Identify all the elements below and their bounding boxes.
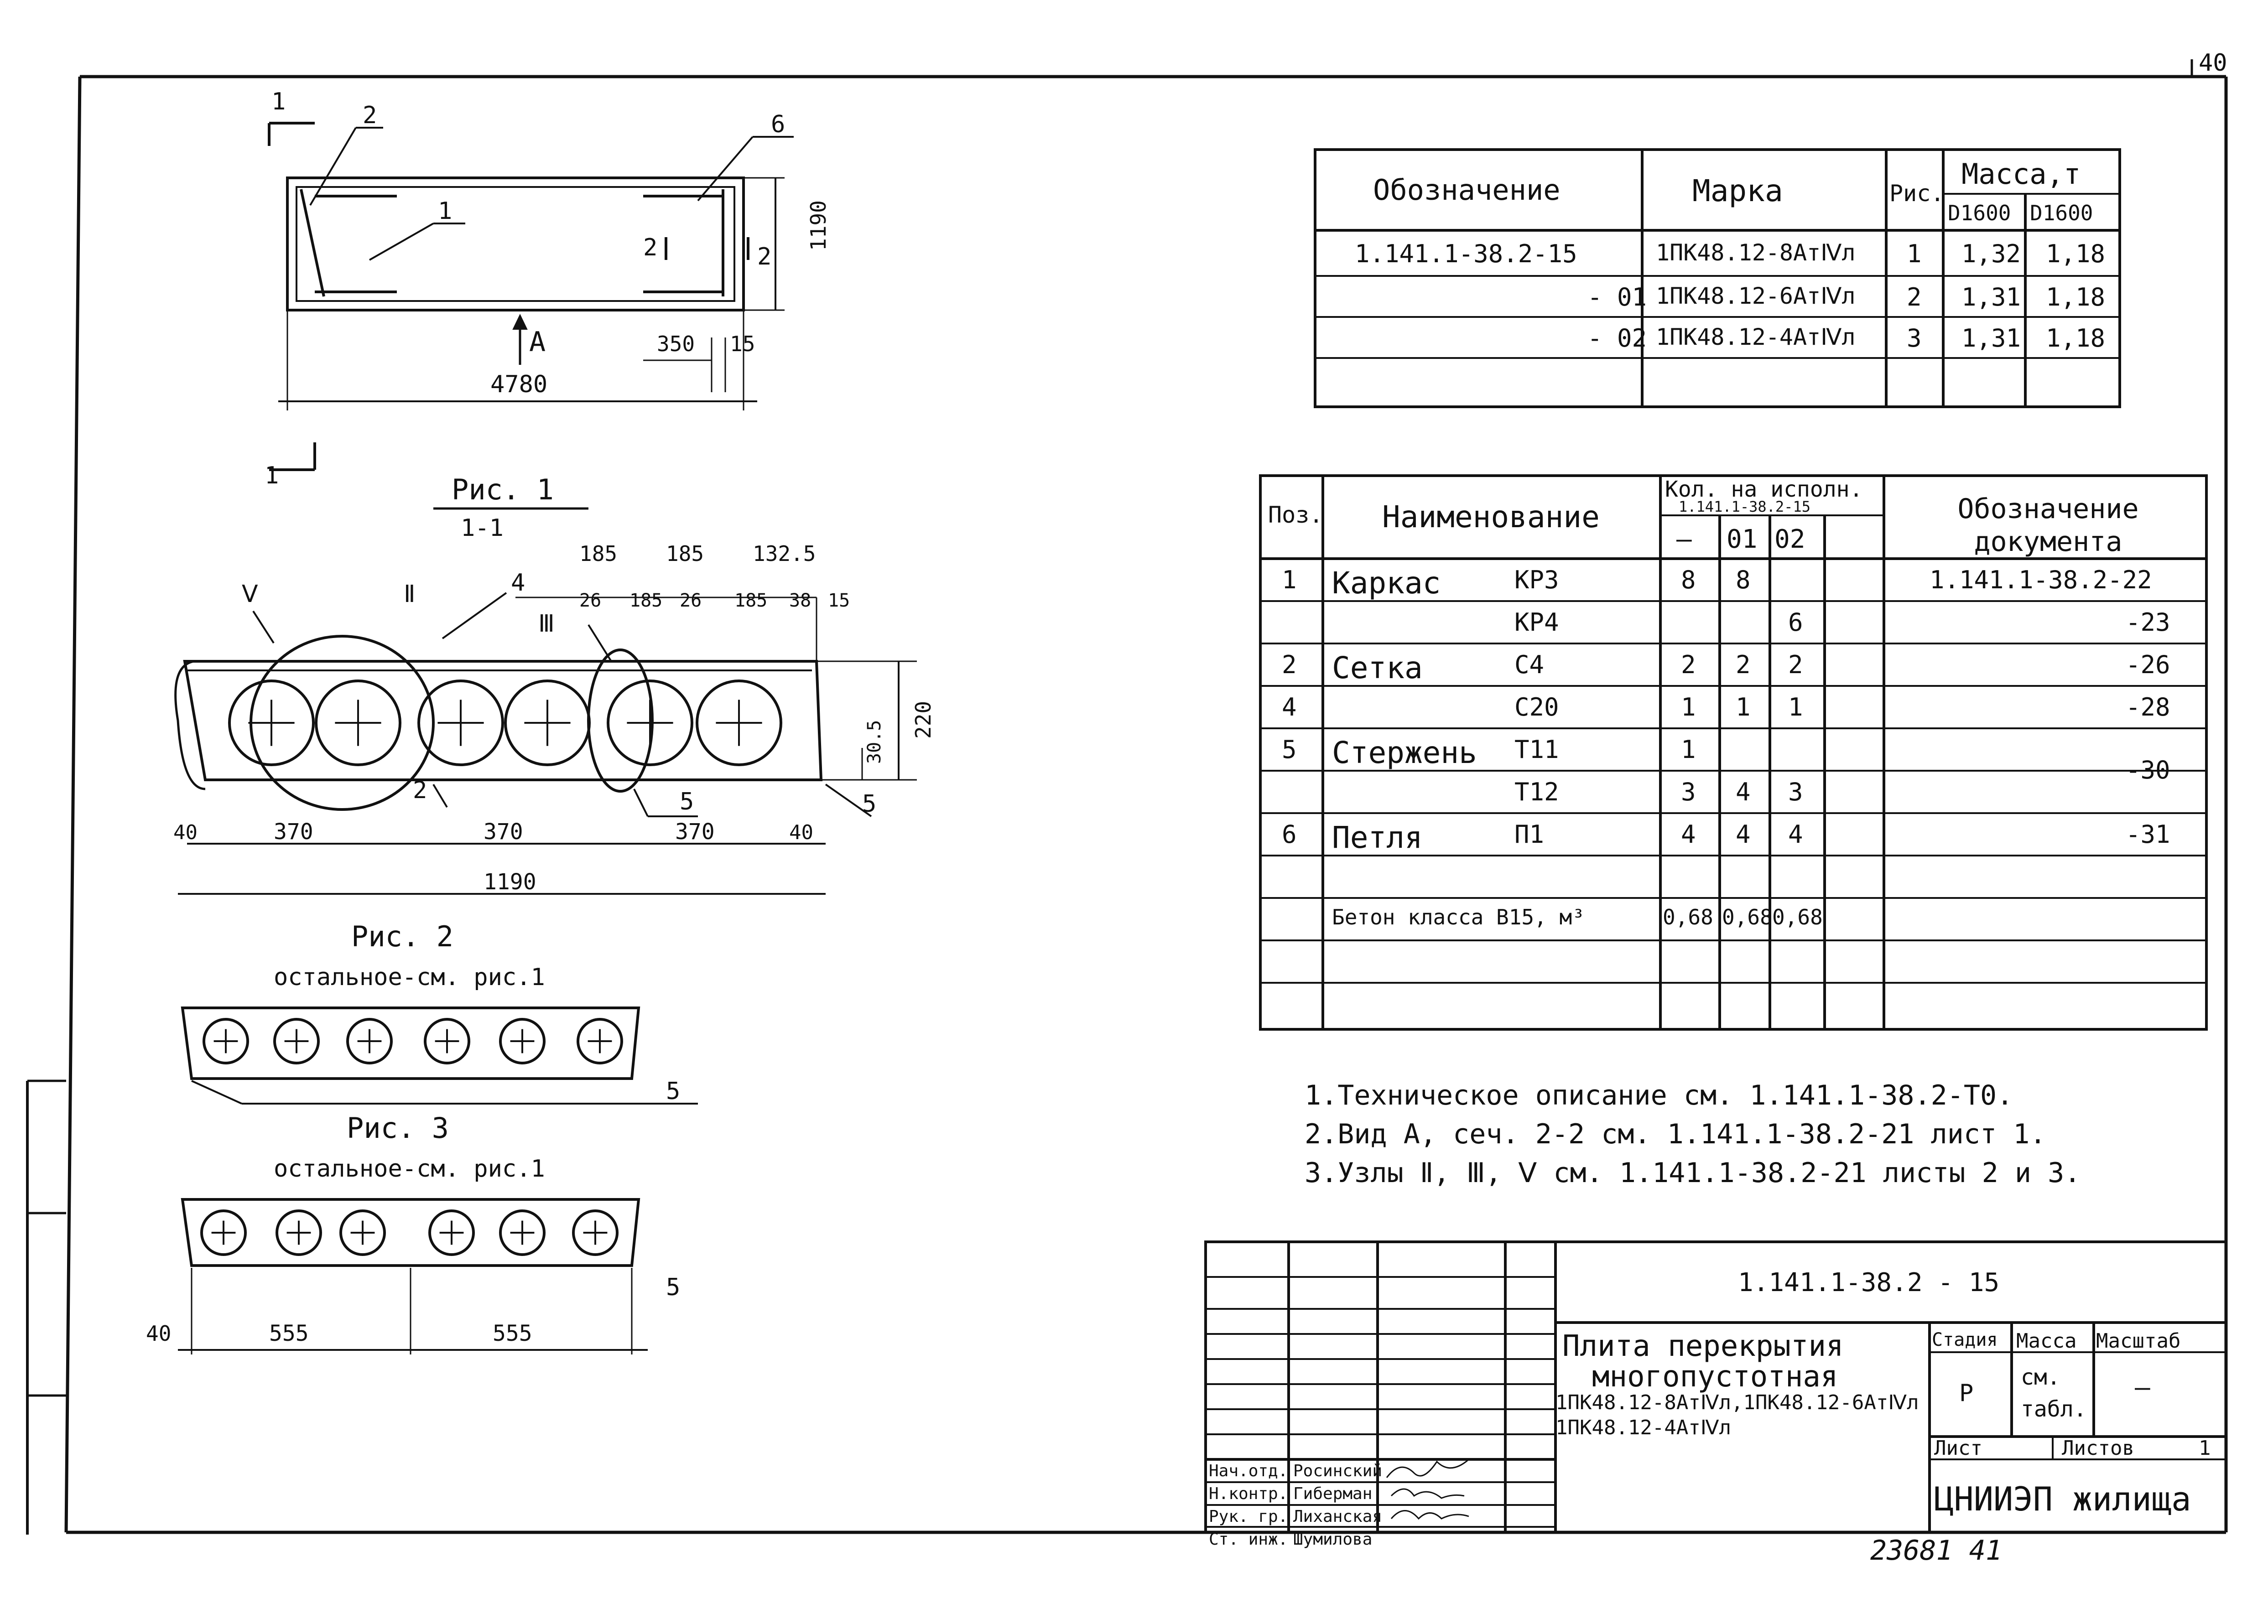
spec-row-qty-0: 8	[1681, 566, 1696, 594]
title-code: 1.141.1-38.2 - 15	[1738, 1268, 2000, 1297]
fig2-callout-5: 5	[666, 1078, 681, 1105]
spec-row-doc: -31	[2126, 820, 2170, 849]
plan-callout-2: 2	[363, 102, 377, 129]
mass-row-designation: - 02	[1587, 324, 1647, 353]
bottom-stamp: 23681 41	[1870, 1535, 2002, 1567]
spec-row-qty-0: 1	[1681, 693, 1696, 721]
fig1-top-dim-3: 132.5	[753, 541, 816, 566]
title-scale-header: Масштаб	[2096, 1329, 2181, 1353]
note-3: 3.Узлы Ⅱ, Ⅲ, Ⅴ см. 1.141.1-38.2-21 листы 2 и 3.	[1305, 1157, 2081, 1189]
fig1-callout-2: 2	[413, 777, 427, 804]
title-stage-header: Стадия	[1932, 1329, 1998, 1350]
mass-row-mass-1: 1,32	[1961, 239, 2021, 268]
mass-row-mark: 1ПК48.12-4АтⅣл	[1656, 324, 1856, 350]
spec-row-qty-0: 2	[1681, 650, 1696, 679]
plan-view-a: A	[529, 326, 546, 358]
fig1-bottom-dim-4: 370	[675, 819, 715, 845]
title-block	[1204, 1240, 2226, 1549]
fig1-mid-dim-5: 38	[789, 590, 811, 611]
title-stage: Р	[1959, 1380, 1974, 1407]
spec-row-qty-2: 3	[1788, 778, 1803, 806]
spec-row-qty-0: 3	[1681, 778, 1696, 806]
spec-table	[1259, 474, 2208, 1031]
spec-header-qty-sub: 1.141.1-38.2-15	[1679, 498, 1810, 515]
fig1-bottom-dim-2: 370	[274, 819, 313, 845]
title-line-1: Плита перекрытия	[1562, 1329, 1844, 1363]
plan-dim-350: 350	[657, 332, 695, 356]
spec-row-doc: -23	[2126, 608, 2170, 637]
title-marks-2: 1ПК48.12-4АтⅣл	[1555, 1416, 1731, 1439]
fig1-mid-dim-3: 26	[680, 590, 702, 611]
spec-row-mark: П1	[1514, 820, 1545, 849]
mass-header-d2: D1600	[2030, 201, 2093, 225]
spec-row-mark: С4	[1514, 650, 1545, 679]
mass-header-mark: Марка	[1692, 173, 1783, 208]
fig1-node-iii: Ⅲ	[538, 610, 555, 638]
fig3-dim-2: 555	[269, 1321, 309, 1346]
signature-role: Н.контр.	[1209, 1484, 1288, 1503]
title-mass-header: Масса	[2016, 1329, 2077, 1353]
fig1-callout-4: 4	[511, 569, 525, 597]
spec-header-doc: Обозначение документа	[1957, 493, 2139, 558]
mass-row-mass-1: 1,31	[1961, 283, 2021, 311]
spec-row-qty-1: 0,68	[1722, 905, 1773, 929]
mass-header-d1: D1600	[1948, 201, 2011, 225]
fig3-callout-5: 5	[666, 1274, 681, 1301]
fig1-section-label: 1-1	[461, 514, 504, 542]
fig1-section	[151, 470, 1017, 926]
fig2-title: Рис. 2	[351, 920, 453, 953]
spec-row-mark: КР3	[1514, 566, 1559, 594]
signature-role: Рук. гр.	[1209, 1507, 1288, 1526]
signature-role: Нач.отд.	[1209, 1462, 1288, 1480]
spec-header-col-01: 01	[1727, 524, 1758, 554]
fig2-note: остальное-см. рис.1	[274, 964, 545, 991]
mass-table	[1314, 148, 2121, 408]
spec-row-qty-2: 1	[1788, 693, 1803, 721]
spec-row-qty-1: 2	[1736, 650, 1751, 679]
fig1-node-ii: Ⅱ	[404, 581, 416, 608]
plan-section-2-left: 2	[643, 234, 658, 261]
spec-row-name: Петля	[1332, 820, 1423, 855]
spec-row-name: Бетон класса В15, м³	[1332, 905, 1585, 929]
fig1-callout-5a: 5	[680, 788, 694, 815]
mass-row-fig: 3	[1907, 324, 1922, 353]
spec-row-doc: 1.141.1-38.2-22	[1930, 566, 2152, 594]
spec-row-qty-0: 0,68	[1663, 905, 1713, 929]
spec-row-qty-1: 1	[1736, 693, 1751, 721]
spec-header-qty: Кол. на исполн.	[1665, 477, 1863, 502]
signature-name: Шумилова	[1293, 1530, 1373, 1549]
spec-header-col-dash: —	[1676, 524, 1692, 554]
spec-row-mark: Т11	[1514, 735, 1559, 764]
plan-cut-label-bottom: 1	[265, 462, 279, 483]
spec-row-name: Каркас	[1332, 566, 1441, 601]
title-sheet-label: Лист	[1934, 1437, 1982, 1460]
note-1: 1.Техническое описание см. 1.141.1-38.2-Т0.	[1305, 1079, 2013, 1111]
spec-header-col-02: 02	[1774, 524, 1805, 554]
spec-row-mark: Т12	[1514, 778, 1559, 806]
mass-row-fig: 2	[1907, 283, 1922, 311]
fig3-section	[137, 1104, 730, 1359]
fig1-total-width: 1190	[484, 869, 536, 895]
plan-dim-15: 15	[730, 332, 755, 356]
title-marks-1: 1ПК48.12-8АтⅣл,1ПК48.12-6АтⅣл	[1555, 1391, 1919, 1414]
fig3-dim-1: 40	[146, 1321, 172, 1346]
fig1-bottom-dim-3: 370	[484, 819, 523, 845]
fig1-cover-dim: 30.5	[864, 720, 885, 764]
spec-row-name: Стержень	[1332, 735, 1477, 770]
fig1-title: Рис. 1	[452, 473, 554, 506]
spec-row-qty-0: 1	[1681, 735, 1696, 764]
fig1-node-v: Ⅴ	[242, 581, 258, 608]
plan-dim-length: 4780	[490, 371, 548, 398]
mass-row-mass-2: 1,18	[2046, 324, 2106, 353]
signature-name: Лиханская	[1293, 1507, 1383, 1526]
mass-header-fig: Рис.	[1889, 180, 1945, 207]
spec-row-qty-2: 4	[1788, 820, 1803, 849]
spec-row-qty-2: 6	[1788, 608, 1803, 637]
spec-row-qty-1: 8	[1736, 566, 1751, 594]
mass-row-mass-2: 1,18	[2046, 283, 2106, 311]
title-scale-value: —	[2135, 1373, 2150, 1402]
plan-dim-width: 1190	[806, 200, 831, 251]
title-sheets-label: Листов	[2062, 1437, 2134, 1460]
mass-header-designation: Обозначение	[1373, 173, 1561, 207]
mass-row-designation: - 01	[1587, 283, 1647, 311]
plan-view	[246, 91, 931, 483]
fig1-mid-dim-1: 26	[579, 590, 602, 611]
spec-row-pos: 6	[1282, 820, 1297, 849]
mass-row-mass-2: 1,18	[2046, 239, 2106, 268]
plan-callout-6: 6	[771, 111, 785, 138]
fig3-title: Рис. 3	[347, 1111, 449, 1145]
sheet-corner-number: 40	[2199, 49, 2227, 77]
signature-name: Гиберман	[1293, 1484, 1373, 1503]
mass-row-fig: 1	[1907, 239, 1922, 268]
mass-row-mass-1: 1,31	[1961, 324, 2021, 353]
title-sheets-value: 1	[2199, 1437, 2211, 1460]
spec-row-pos: 4	[1282, 693, 1297, 721]
fig2-section	[173, 912, 766, 1122]
fig1-mid-dim-6: 15	[828, 590, 850, 611]
spec-header-pos: Поз.	[1268, 502, 1323, 528]
spec-row-qty-2: 2	[1788, 650, 1803, 679]
fig1-top-dim-2: 185	[666, 541, 704, 566]
fig1-top-dim-1: 185	[579, 541, 618, 566]
fig3-dim-3: 555	[493, 1321, 532, 1346]
spec-row-qty-1: 4	[1736, 820, 1751, 849]
spec-row-doc: -30	[2126, 756, 2170, 784]
title-org: ЦНИИЭП жилища	[1934, 1480, 2191, 1518]
mass-row-designation: 1.141.1-38.2-15	[1355, 239, 1577, 268]
signature-role: Ст. инж.	[1209, 1530, 1288, 1549]
mass-header-mass: Масса,т	[1961, 157, 2081, 191]
title-mass-value: см. табл.	[2021, 1365, 2087, 1422]
spec-row-pos: 2	[1282, 650, 1297, 679]
mass-row-mark: 1ПК48.12-6АтⅣл	[1656, 283, 1856, 309]
spec-row-qty-2: 0,68	[1772, 905, 1823, 929]
spec-row-mark: С20	[1514, 693, 1559, 721]
fig1-height-dim: 220	[911, 700, 936, 739]
fig1-mid-dim-4: 185	[734, 590, 768, 611]
fig1-bottom-dim-1: 40	[173, 821, 198, 844]
spec-row-doc: -26	[2126, 650, 2170, 679]
spec-row-qty-0: 4	[1681, 820, 1696, 849]
notes	[1305, 1076, 2081, 1193]
plan-section-2-right: 2	[757, 243, 772, 270]
title-line-2: многопустотная	[1592, 1360, 1838, 1394]
spec-row-mark: КР4	[1514, 608, 1559, 637]
mass-row-mark: 1ПК48.12-8АтⅣл	[1656, 239, 1856, 266]
fig1-mid-dim-2: 185	[629, 590, 663, 611]
spec-row-pos: 5	[1282, 735, 1297, 764]
plan-cut-label-top: 1	[271, 91, 286, 115]
signature-name: Росинский	[1293, 1462, 1383, 1480]
spec-row-pos: 1	[1282, 566, 1297, 594]
spec-row-qty-1: 4	[1736, 778, 1751, 806]
note-2: 2.Вид А, сеч. 2-2 см. 1.141.1-38.2-21 лист 1.	[1305, 1118, 2046, 1150]
spec-row-doc: -28	[2126, 693, 2170, 721]
plan-callout-1: 1	[438, 197, 453, 225]
fig1-callout-5b: 5	[862, 790, 877, 818]
fig3-note: остальное-см. рис.1	[274, 1155, 545, 1183]
spec-row-name: Сетка	[1332, 650, 1423, 685]
spec-header-name: Наименование	[1382, 499, 1600, 534]
fig1-bottom-dim-5: 40	[789, 821, 813, 844]
